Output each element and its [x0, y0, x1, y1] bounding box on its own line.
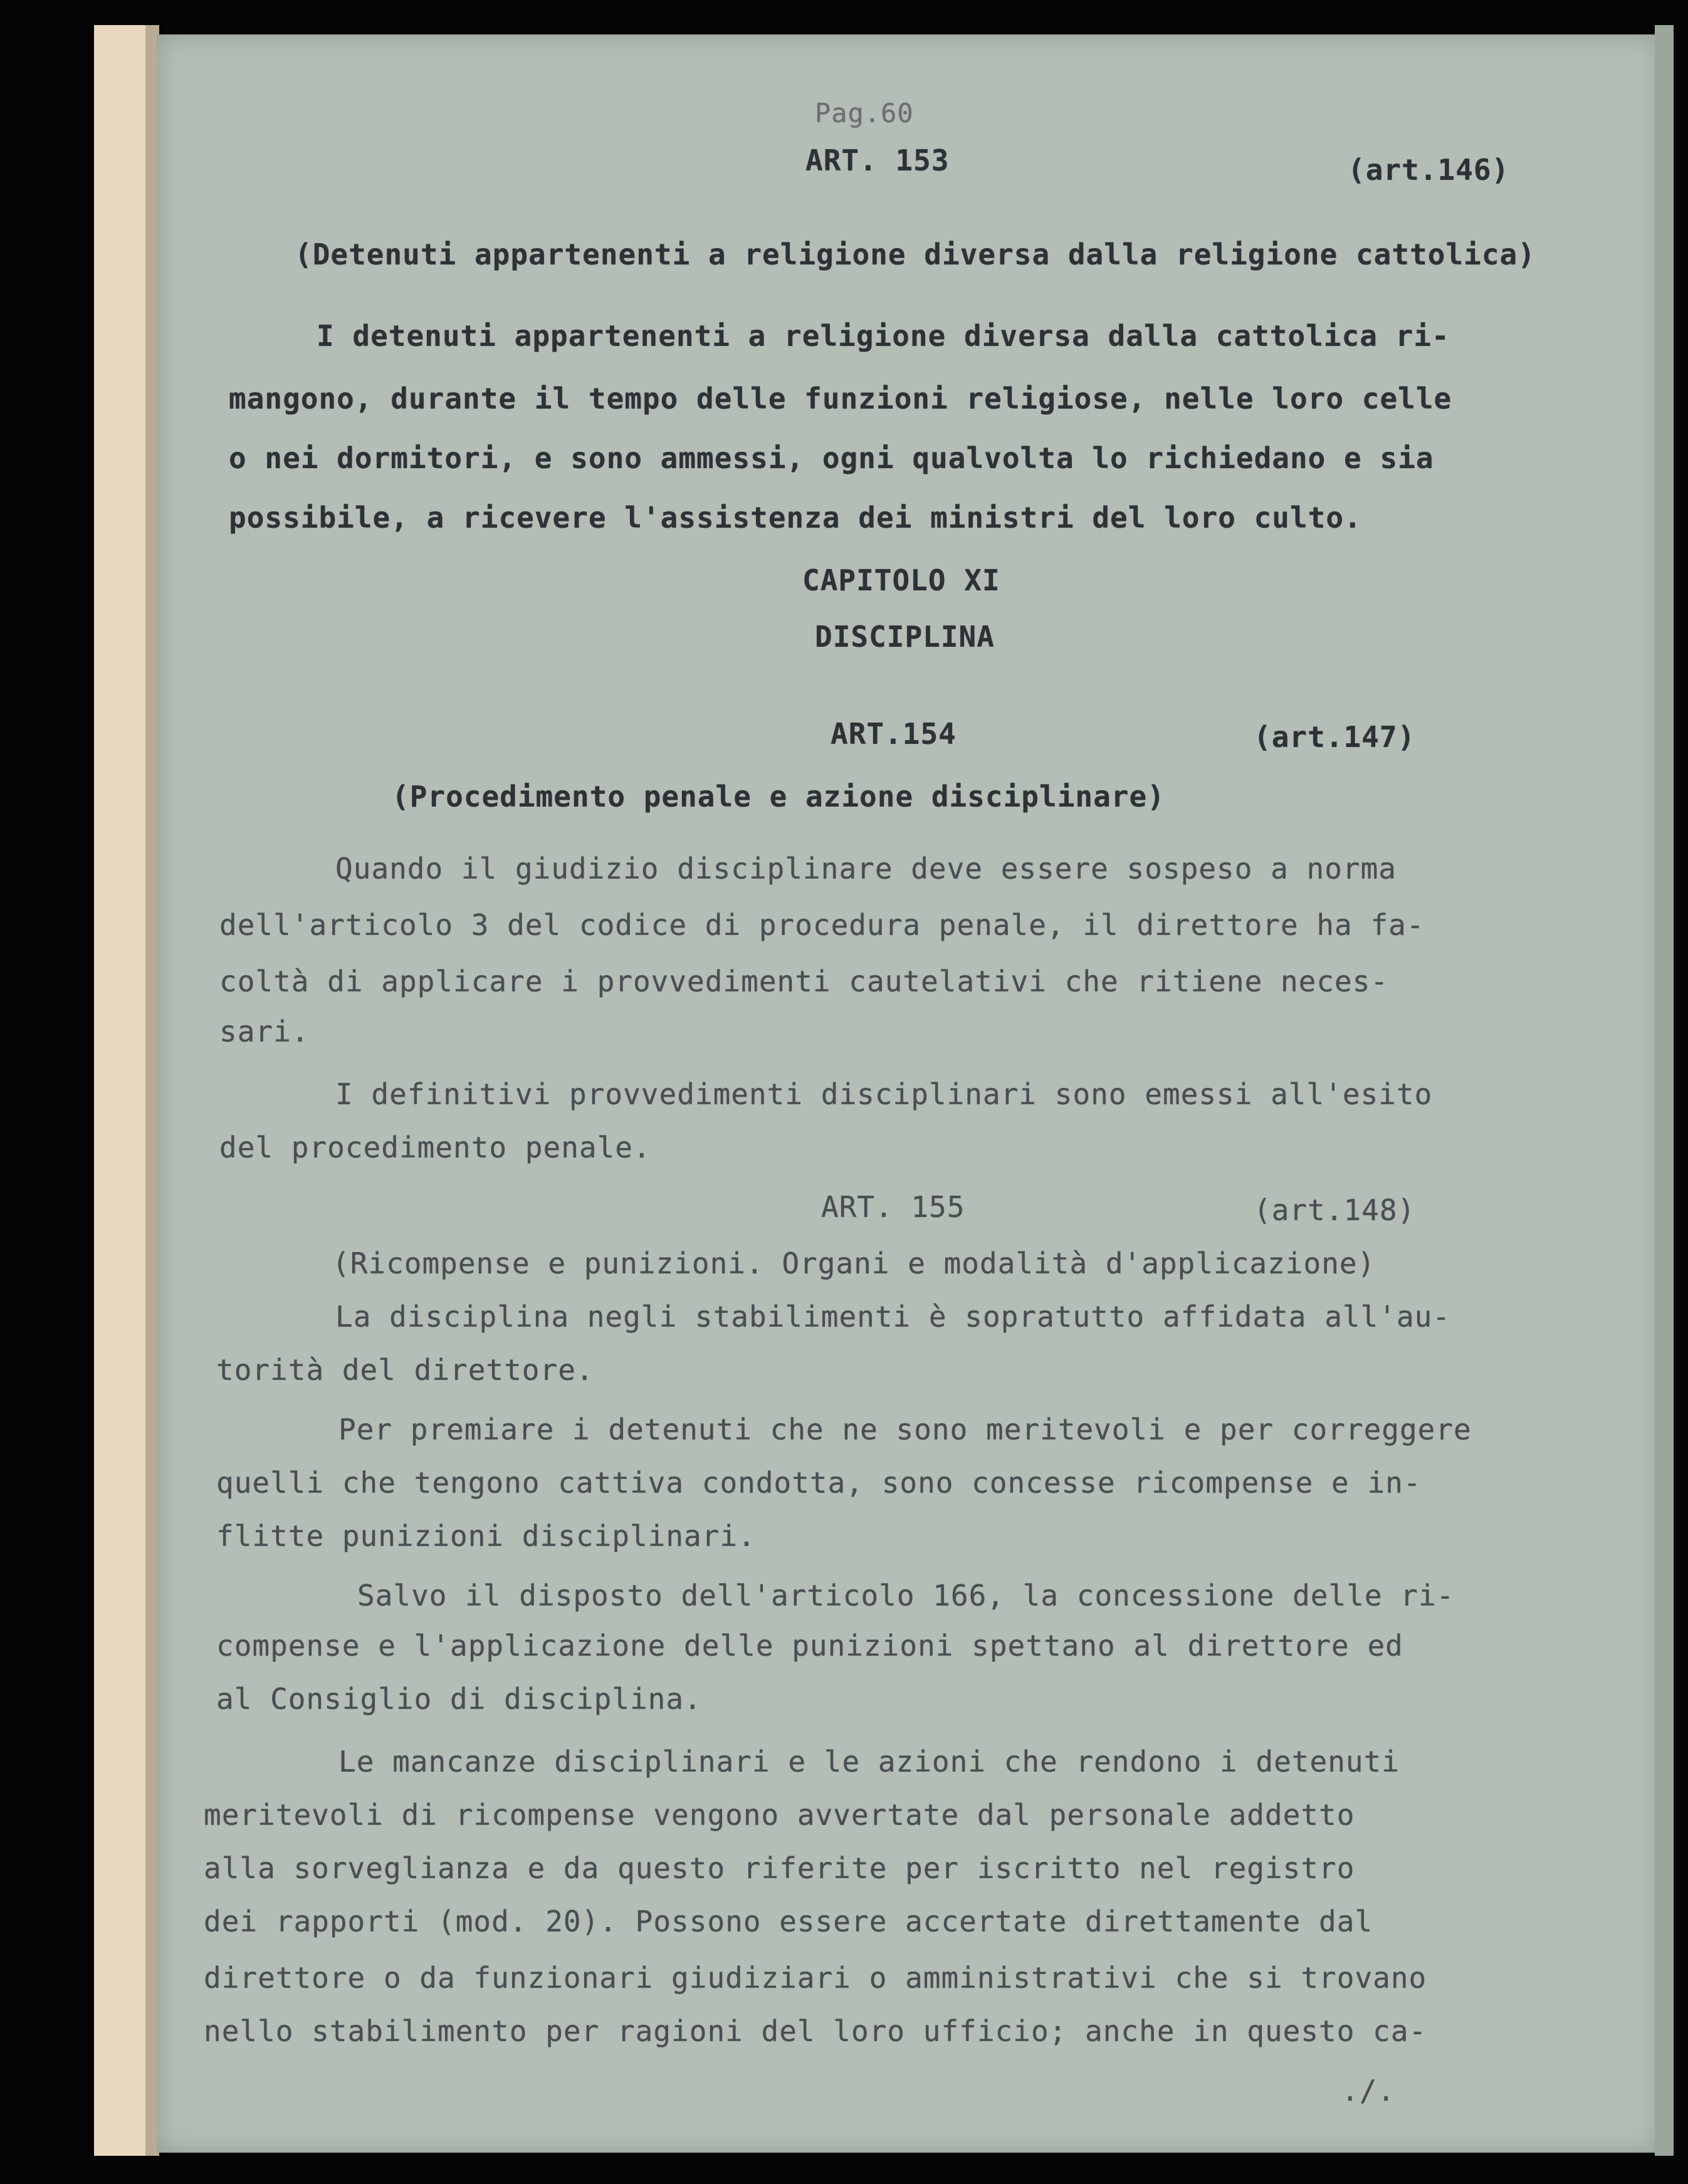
article-153-line: possibile, a ricevere l'assistenza dei ministri del loro culto.	[229, 501, 1362, 535]
article-155-line: quelli che tengono cattiva condotta, sono concesse ricompense e in-	[216, 1466, 1422, 1500]
article-155-line: compense e l'applicazione delle punizioni spettano al direttore ed	[216, 1629, 1403, 1663]
article-154-line: del procedimento penale.	[219, 1131, 651, 1164]
article-155-line: La disciplina negli stabilimenti è sopratutto affidata all'au-	[335, 1300, 1451, 1334]
article-155-line: nello stabilimento per ragioni del loro ufficio; anche in questo ca-	[204, 2014, 1427, 2048]
article-154-ref: (art.147)	[1254, 720, 1416, 754]
article-154-line: sari.	[219, 1015, 310, 1048]
article-155-line: torità del direttore.	[216, 1353, 594, 1387]
article-155-title: ART. 155	[821, 1190, 965, 1224]
article-155-ref: (art.148)	[1254, 1193, 1416, 1227]
article-155-line: Le mancanze disciplinari e le azioni che rendono i detenuti	[338, 1745, 1400, 1779]
article-155-line: meritevoli di ricompense vengono avvertate dal personale addetto	[204, 1798, 1355, 1832]
article-153-line: mangono, durante il tempo delle funzioni religiose, nelle loro celle	[229, 382, 1452, 415]
article-155-subtitle: (Ricompense e punizioni. Organi e modalità d'applicazione)	[332, 1246, 1376, 1280]
article-155-line: Salvo il disposto dell'articolo 166, la concessione delle ri-	[357, 1579, 1455, 1612]
article-155-line: flitte punizioni disciplinari.	[216, 1519, 756, 1553]
article-153-line: I detenuti appartenenti a religione diversa dalla cattolica ri-	[317, 319, 1450, 353]
article-155-line: al Consiglio di disciplina.	[216, 1682, 702, 1716]
article-153-subtitle: (Detenuti appartenenti a religione diversa dalla religione cattolica)	[295, 238, 1536, 271]
chapter-number: CAPITOLO XI	[802, 563, 1000, 597]
article-154-line: I definitivi provvedimenti disciplinari sono emessi all'esito	[335, 1077, 1433, 1111]
article-154-subtitle: (Procedimento penale e azione disciplinare)	[392, 780, 1165, 813]
article-155-line: direttore o da funzionari giudiziari o amministrativi che si trovano	[204, 1961, 1427, 1995]
page-number: Pag.60	[815, 98, 914, 128]
article-154-line: dell'articolo 3 del codice di procedura penale, il direttore ha fa-	[219, 908, 1425, 942]
continuation-mark: ./.	[1341, 2074, 1396, 2108]
article-155-line: alla sorveglianza e da questo riferite per iscritto nel registro	[204, 1851, 1355, 1885]
article-154-title: ART.154	[831, 717, 957, 751]
chapter-title: DISCIPLINA	[815, 620, 995, 654]
article-154-line: coltà di applicare i provvedimenti cautelativi che ritiene neces-	[219, 964, 1389, 998]
page-right-edge	[1655, 25, 1674, 2156]
article-155-line: Per premiare i detenuti che ne sono meritevoli e per correggere	[338, 1413, 1472, 1446]
article-153-ref: (art.146)	[1348, 153, 1510, 187]
article-153-title: ART. 153	[805, 144, 950, 177]
article-155-line: dei rapporti (mod. 20). Possono essere accertate direttamente dal	[204, 1904, 1373, 1938]
article-153-line: o nei dormitori, e sono ammessi, ogni qualvolta lo richiedano e sia	[229, 441, 1434, 475]
article-154-line: Quando il giudizio disciplinare deve essere sospeso a norma	[335, 852, 1397, 886]
